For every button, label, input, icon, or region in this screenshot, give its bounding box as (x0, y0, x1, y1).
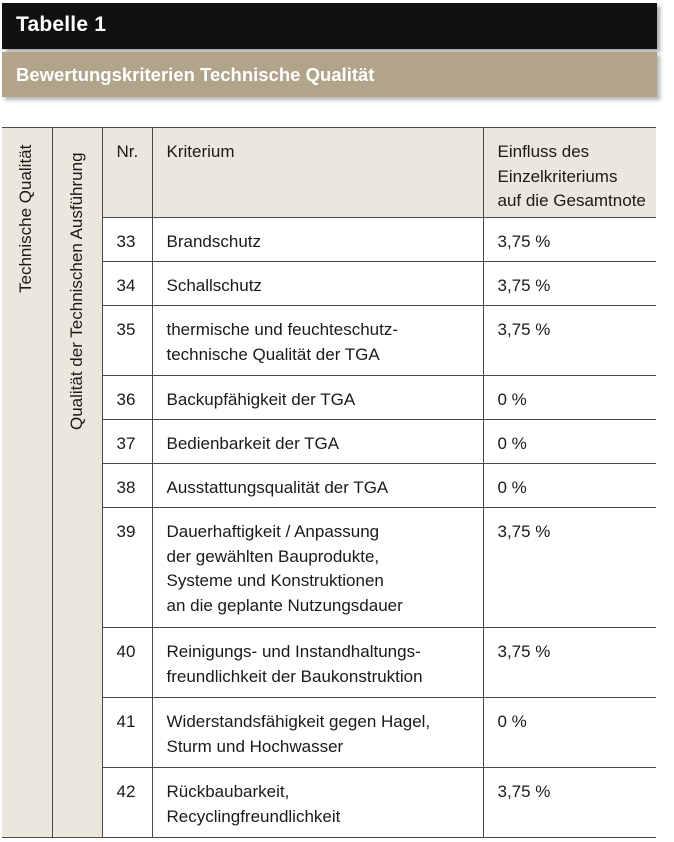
row-criterion (152, 508, 483, 628)
row-nr: 39 (102, 508, 152, 628)
line: an die geplante Nutzungsdauer (166, 595, 403, 615)
row-nr: 40 (102, 628, 152, 698)
row-criterion (152, 262, 483, 306)
row-criterion (152, 420, 483, 464)
line: Systeme und Konstruktionen (166, 571, 384, 590)
criteria-table-container (2, 127, 656, 838)
line: Einzelkriteriums (497, 166, 618, 186)
row-nr: 38 (102, 464, 152, 508)
row-nr: 42 (102, 768, 152, 838)
line: auf die Gesamtnote (497, 191, 646, 210)
line: Backupfähigkeit der TGA (166, 390, 356, 409)
row-criterion (152, 464, 483, 508)
row-influence: 3,75 % (483, 218, 656, 262)
criteria-table-body (2, 128, 656, 838)
row-nr: 37 (102, 420, 152, 464)
row-nr: 34 (102, 262, 152, 306)
subgroup-label: Qualität der Technischen Ausführung (66, 152, 86, 430)
header-row (2, 128, 656, 218)
header-influence (483, 128, 656, 218)
row-criterion (152, 768, 483, 838)
line: Rückbaubarkeit, (166, 782, 290, 801)
row-influence: 0 % (483, 420, 656, 464)
line: Bedienbarkeit der TGA (166, 434, 340, 453)
line: Einfluss des (497, 142, 590, 161)
row-criterion (152, 376, 483, 420)
line: Dauerhaftigkeit / Anpassung (166, 522, 380, 541)
row-criterion (152, 698, 483, 768)
row-influence: 3,75 % (483, 628, 656, 698)
row-criterion (152, 306, 483, 376)
row-nr: 41 (102, 698, 152, 768)
line: Ausstattungsqualität der TGA (166, 478, 389, 497)
row-criterion (152, 218, 483, 262)
table-title: Bewertungskriterien Technische Qualität (16, 64, 375, 85)
line: technische Qualität der TGA (166, 344, 380, 364)
line: der gewählten Bauprodukte, (166, 546, 380, 566)
row-nr: 35 (102, 306, 152, 376)
row-nr: 36 (102, 376, 152, 420)
row-influence: 0 % (483, 376, 656, 420)
row-influence: 3,75 % (483, 768, 656, 838)
row-influence: 3,75 % (483, 262, 656, 306)
line: Schallschutz (166, 276, 262, 295)
group-cell (2, 128, 52, 838)
line: Recyclingfreundlichkeit (166, 806, 341, 826)
subgroup-cell (52, 128, 102, 838)
table-label: Tabelle 1 (16, 13, 107, 36)
line: freundlichkeit der Baukonstruktion (166, 666, 423, 686)
table-title-bar (2, 52, 657, 97)
line: Reinigungs- und Instandhaltungs- (166, 642, 421, 661)
group-label: Technische Qualität (16, 144, 35, 293)
row-nr: 33 (102, 218, 152, 262)
row-influence: 3,75 % (483, 306, 656, 376)
table-label-bar (2, 3, 657, 49)
line: thermische und feuchteschutz- (166, 320, 399, 339)
line: Widerstandsfähigkeit gegen Hagel, (166, 712, 431, 731)
row-influence: 0 % (483, 698, 656, 768)
row-criterion (152, 628, 483, 698)
row-influence: 3,75 % (483, 508, 656, 628)
header-criterion: Kriterium (152, 128, 483, 218)
line: Sturm und Hochwasser (166, 736, 344, 756)
row-influence: 0 % (483, 464, 656, 508)
line: Brandschutz (166, 232, 261, 251)
criteria-table (2, 127, 656, 838)
header-nr: Nr. (102, 128, 152, 218)
